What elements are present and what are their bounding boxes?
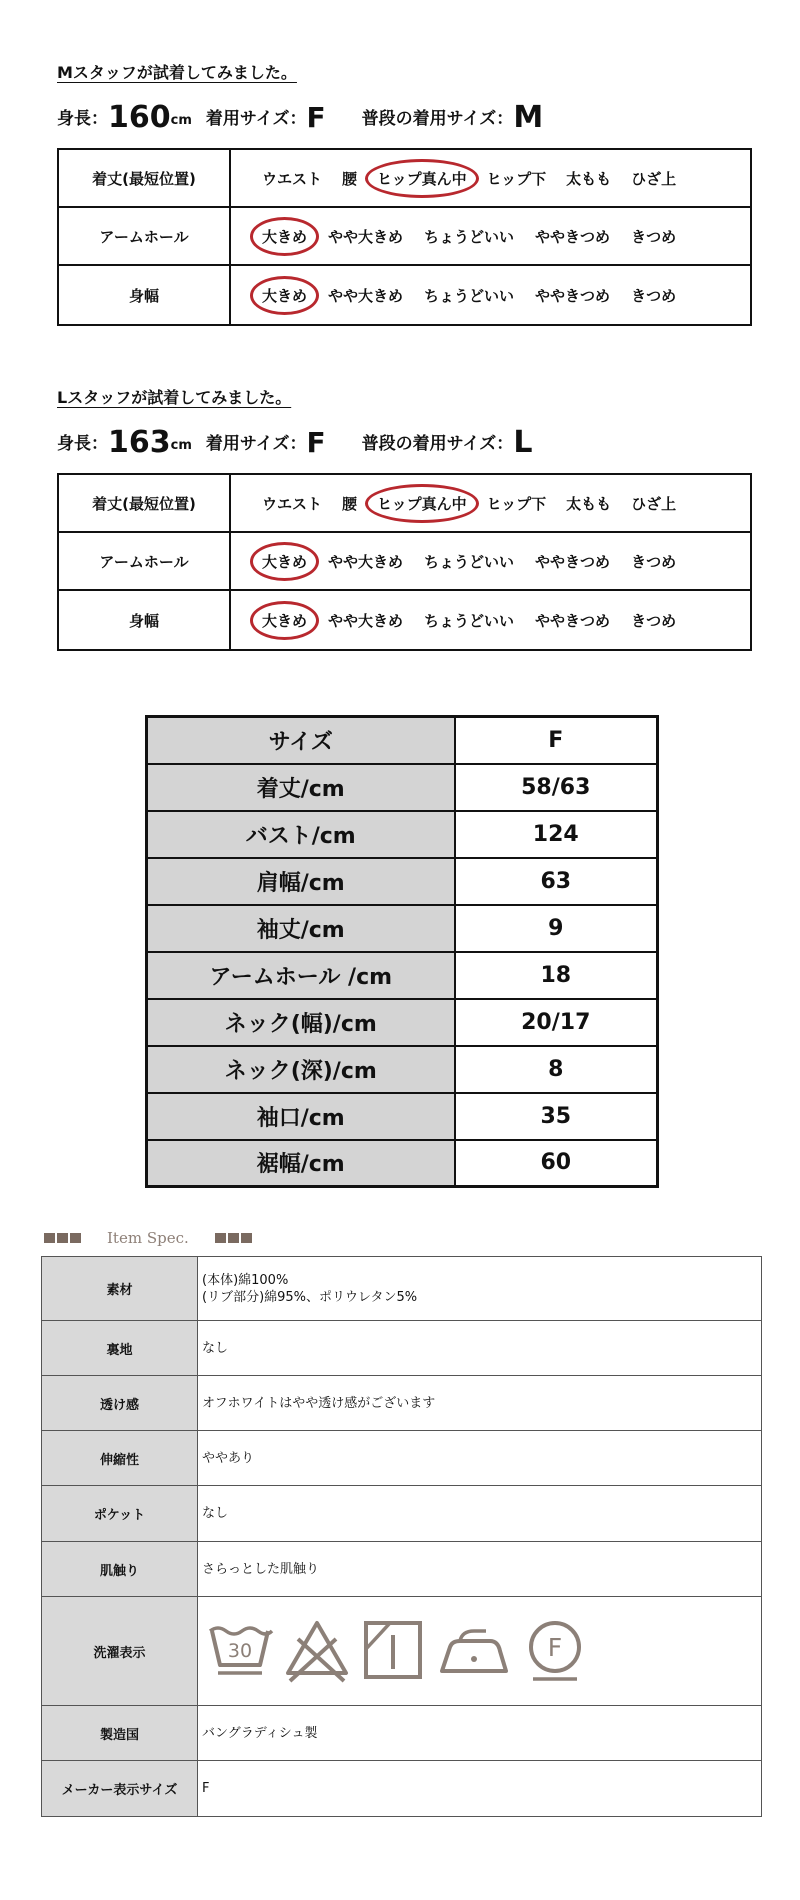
- wear-size-value: F: [306, 101, 326, 134]
- fit-option: ウエスト: [262, 169, 323, 188]
- fit-option-selected: 大きめ: [262, 611, 308, 630]
- fit-option: 腰: [342, 494, 358, 513]
- spec-row-country: [42, 1706, 762, 1761]
- fit-option: きつめ: [631, 611, 677, 630]
- fit-option: ちょうどいい: [424, 227, 515, 246]
- fit-option: ややきつめ: [535, 227, 611, 246]
- fit-option: ひざ上: [631, 494, 677, 513]
- staff-l-stats: [57, 425, 532, 460]
- fit-option: 腰: [342, 169, 358, 188]
- usual-size-label: 普段の着用サイズ：: [361, 109, 514, 129]
- fit-row-label: 身幅: [59, 266, 231, 324]
- fit-option: ちょうどいい: [424, 552, 515, 571]
- wear-size-label: 着用サイズ：: [205, 109, 307, 129]
- spec-value: ややあり: [198, 1431, 762, 1486]
- fit-options: [231, 208, 750, 264]
- size-measure-value: 8: [455, 1046, 658, 1093]
- fit-row-label: アームホール: [59, 533, 231, 589]
- size-header-label: サイズ: [147, 717, 455, 764]
- fit-options: [231, 475, 750, 531]
- usual-size-value: L: [513, 425, 533, 460]
- item-spec-header: [44, 1229, 252, 1247]
- spec-value: バングラディシュ製: [198, 1706, 762, 1761]
- fit-option: ちょうどいい: [424, 611, 515, 630]
- wash-temperature: 30: [227, 1640, 253, 1662]
- size-table-row: [147, 764, 658, 811]
- spec-row-stretch: [42, 1431, 762, 1486]
- size-measure-value: 18: [455, 952, 658, 999]
- fit-row-length: [59, 150, 750, 208]
- size-measure-label: 肩幅/cm: [147, 858, 455, 905]
- spec-row-lining: [42, 1321, 762, 1376]
- fit-option: ひざ上: [631, 169, 677, 188]
- size-table-row: [147, 999, 658, 1046]
- fit-option: きつめ: [631, 227, 677, 246]
- size-measure-value: 9: [455, 905, 658, 952]
- spec-value: [198, 1257, 762, 1321]
- spec-row-care: [42, 1597, 762, 1706]
- no-bleach-icon: [282, 1617, 352, 1685]
- size-table-row: [147, 1093, 658, 1140]
- fit-option-selected: 大きめ: [262, 227, 308, 246]
- item-spec-table: [41, 1256, 762, 1817]
- fit-option: ヒップ下: [486, 494, 547, 513]
- spec-label: 透け感: [42, 1376, 198, 1431]
- fit-option-selected: ヒップ真ん中: [377, 169, 467, 188]
- fit-row-armhole: [59, 533, 750, 591]
- fit-row-label: 着丈(最短位置): [59, 475, 231, 531]
- spec-value: なし: [198, 1321, 762, 1376]
- staff-l-fit-table: [57, 473, 752, 651]
- fit-options: [231, 150, 750, 206]
- size-table: [145, 715, 659, 1188]
- spec-label: 製造国: [42, 1706, 198, 1761]
- spec-label: メーカー表示サイズ: [42, 1761, 198, 1817]
- size-measure-label: バスト/cm: [147, 811, 455, 858]
- size-measure-value: 20/17: [455, 999, 658, 1046]
- iron-low-icon: [434, 1617, 514, 1685]
- spec-row-texture: [42, 1542, 762, 1597]
- spec-row-sheerness: [42, 1376, 762, 1431]
- size-table-row: [147, 858, 658, 905]
- usual-size-label: 普段の着用サイズ：: [361, 434, 514, 454]
- decorative-squares-icon: [215, 1233, 252, 1243]
- size-table-row: [147, 1046, 658, 1093]
- fit-option: やや大きめ: [328, 552, 404, 571]
- staff-m-title: Mスタッフが試着してみました。: [57, 63, 297, 82]
- fit-option-selected: 大きめ: [262, 552, 308, 571]
- drip-dry-shade-icon: [360, 1617, 426, 1685]
- size-measure-value: 60: [455, 1140, 658, 1187]
- spec-label: 裏地: [42, 1321, 198, 1376]
- size-measure-label: 着丈/cm: [147, 764, 455, 811]
- fit-option: やや大きめ: [328, 286, 404, 305]
- size-measure-label: 裾幅/cm: [147, 1140, 455, 1187]
- fit-option-selected: ヒップ真ん中: [377, 494, 467, 513]
- spec-label: 肌触り: [42, 1542, 198, 1597]
- spec-value: [198, 1597, 762, 1706]
- height-value: 163: [108, 425, 171, 460]
- height-label: 身長：: [57, 109, 108, 129]
- spec-value: さらっとした肌触り: [198, 1542, 762, 1597]
- height-value: 160: [108, 100, 171, 135]
- spec-row-material: [42, 1257, 762, 1321]
- fit-options: [231, 591, 750, 649]
- fit-option: ややきつめ: [535, 611, 611, 630]
- height-unit: cm: [170, 438, 192, 453]
- size-table-row: [147, 811, 658, 858]
- dry-clean-letter: F: [547, 1633, 563, 1662]
- fit-option: きつめ: [631, 552, 677, 571]
- size-measure-label: ネック(深)/cm: [147, 1046, 455, 1093]
- height-unit: cm: [170, 113, 192, 128]
- size-table-header-row: [147, 717, 658, 764]
- fit-row-label: 身幅: [59, 591, 231, 649]
- fit-options: [231, 533, 750, 589]
- item-spec-title: Item Spec.: [107, 1229, 189, 1247]
- spec-row-pocket: [42, 1486, 762, 1542]
- size-measure-label: 袖丈/cm: [147, 905, 455, 952]
- size-table-row: [147, 1140, 658, 1187]
- size-measure-value: 58/63: [455, 764, 658, 811]
- fit-option: ややきつめ: [535, 552, 611, 571]
- fit-option: ちょうどいい: [424, 286, 515, 305]
- usual-size-value: M: [513, 100, 544, 135]
- care-symbols: [202, 1617, 761, 1685]
- fit-row-width: [59, 266, 750, 324]
- size-measure-value: 35: [455, 1093, 658, 1140]
- spec-label: ポケット: [42, 1486, 198, 1542]
- spec-value: オフホワイトはやや透け感がございます: [198, 1376, 762, 1431]
- fit-option: ウエスト: [262, 494, 323, 513]
- size-measure-label: アームホール /cm: [147, 952, 455, 999]
- wear-size-value: F: [306, 426, 326, 459]
- spec-value-line: (本体)綿100%: [202, 1272, 289, 1288]
- fit-row-length: [59, 475, 750, 533]
- fit-option: ヒップ下: [486, 169, 547, 188]
- fit-options: [231, 266, 750, 324]
- staff-m-fit-table: [57, 148, 752, 326]
- spec-label: 洗濯表示: [42, 1597, 198, 1706]
- fit-option: 太もも: [566, 169, 612, 188]
- fit-option: やや大きめ: [328, 227, 404, 246]
- size-table-row: [147, 905, 658, 952]
- staff-m-stats: [57, 100, 543, 135]
- fit-row-width: [59, 591, 750, 649]
- size-measure-value: 63: [455, 858, 658, 905]
- fit-option: ややきつめ: [535, 286, 611, 305]
- size-measure-label: ネック(幅)/cm: [147, 999, 455, 1046]
- fit-option: やや大きめ: [328, 611, 404, 630]
- spec-value-line: (リブ部分)綿95%、ポリウレタン5%: [202, 1289, 418, 1305]
- fit-row-label: アームホール: [59, 208, 231, 264]
- fit-row-label: 着丈(最短位置): [59, 150, 231, 206]
- wash-30-gentle-icon: [206, 1617, 274, 1685]
- size-table-row: [147, 952, 658, 999]
- spec-row-maker-size: [42, 1761, 762, 1817]
- height-label: 身長：: [57, 434, 108, 454]
- wear-size-label: 着用サイズ：: [205, 434, 307, 454]
- fit-option: 太もも: [566, 494, 612, 513]
- spec-value: なし: [198, 1486, 762, 1542]
- dry-clean-f-gentle-icon: [522, 1617, 588, 1685]
- size-measure-label: 袖口/cm: [147, 1093, 455, 1140]
- decorative-squares-icon: [44, 1233, 81, 1243]
- fit-row-armhole: [59, 208, 750, 266]
- spec-label: 素材: [42, 1257, 198, 1321]
- staff-l-title: Lスタッフが試着してみました。: [57, 388, 292, 407]
- size-measure-value: 124: [455, 811, 658, 858]
- spec-label: 伸縮性: [42, 1431, 198, 1486]
- spec-value: F: [198, 1761, 762, 1817]
- fit-option: きつめ: [631, 286, 677, 305]
- fit-option-selected: 大きめ: [262, 286, 308, 305]
- size-header-value: F: [455, 717, 658, 764]
